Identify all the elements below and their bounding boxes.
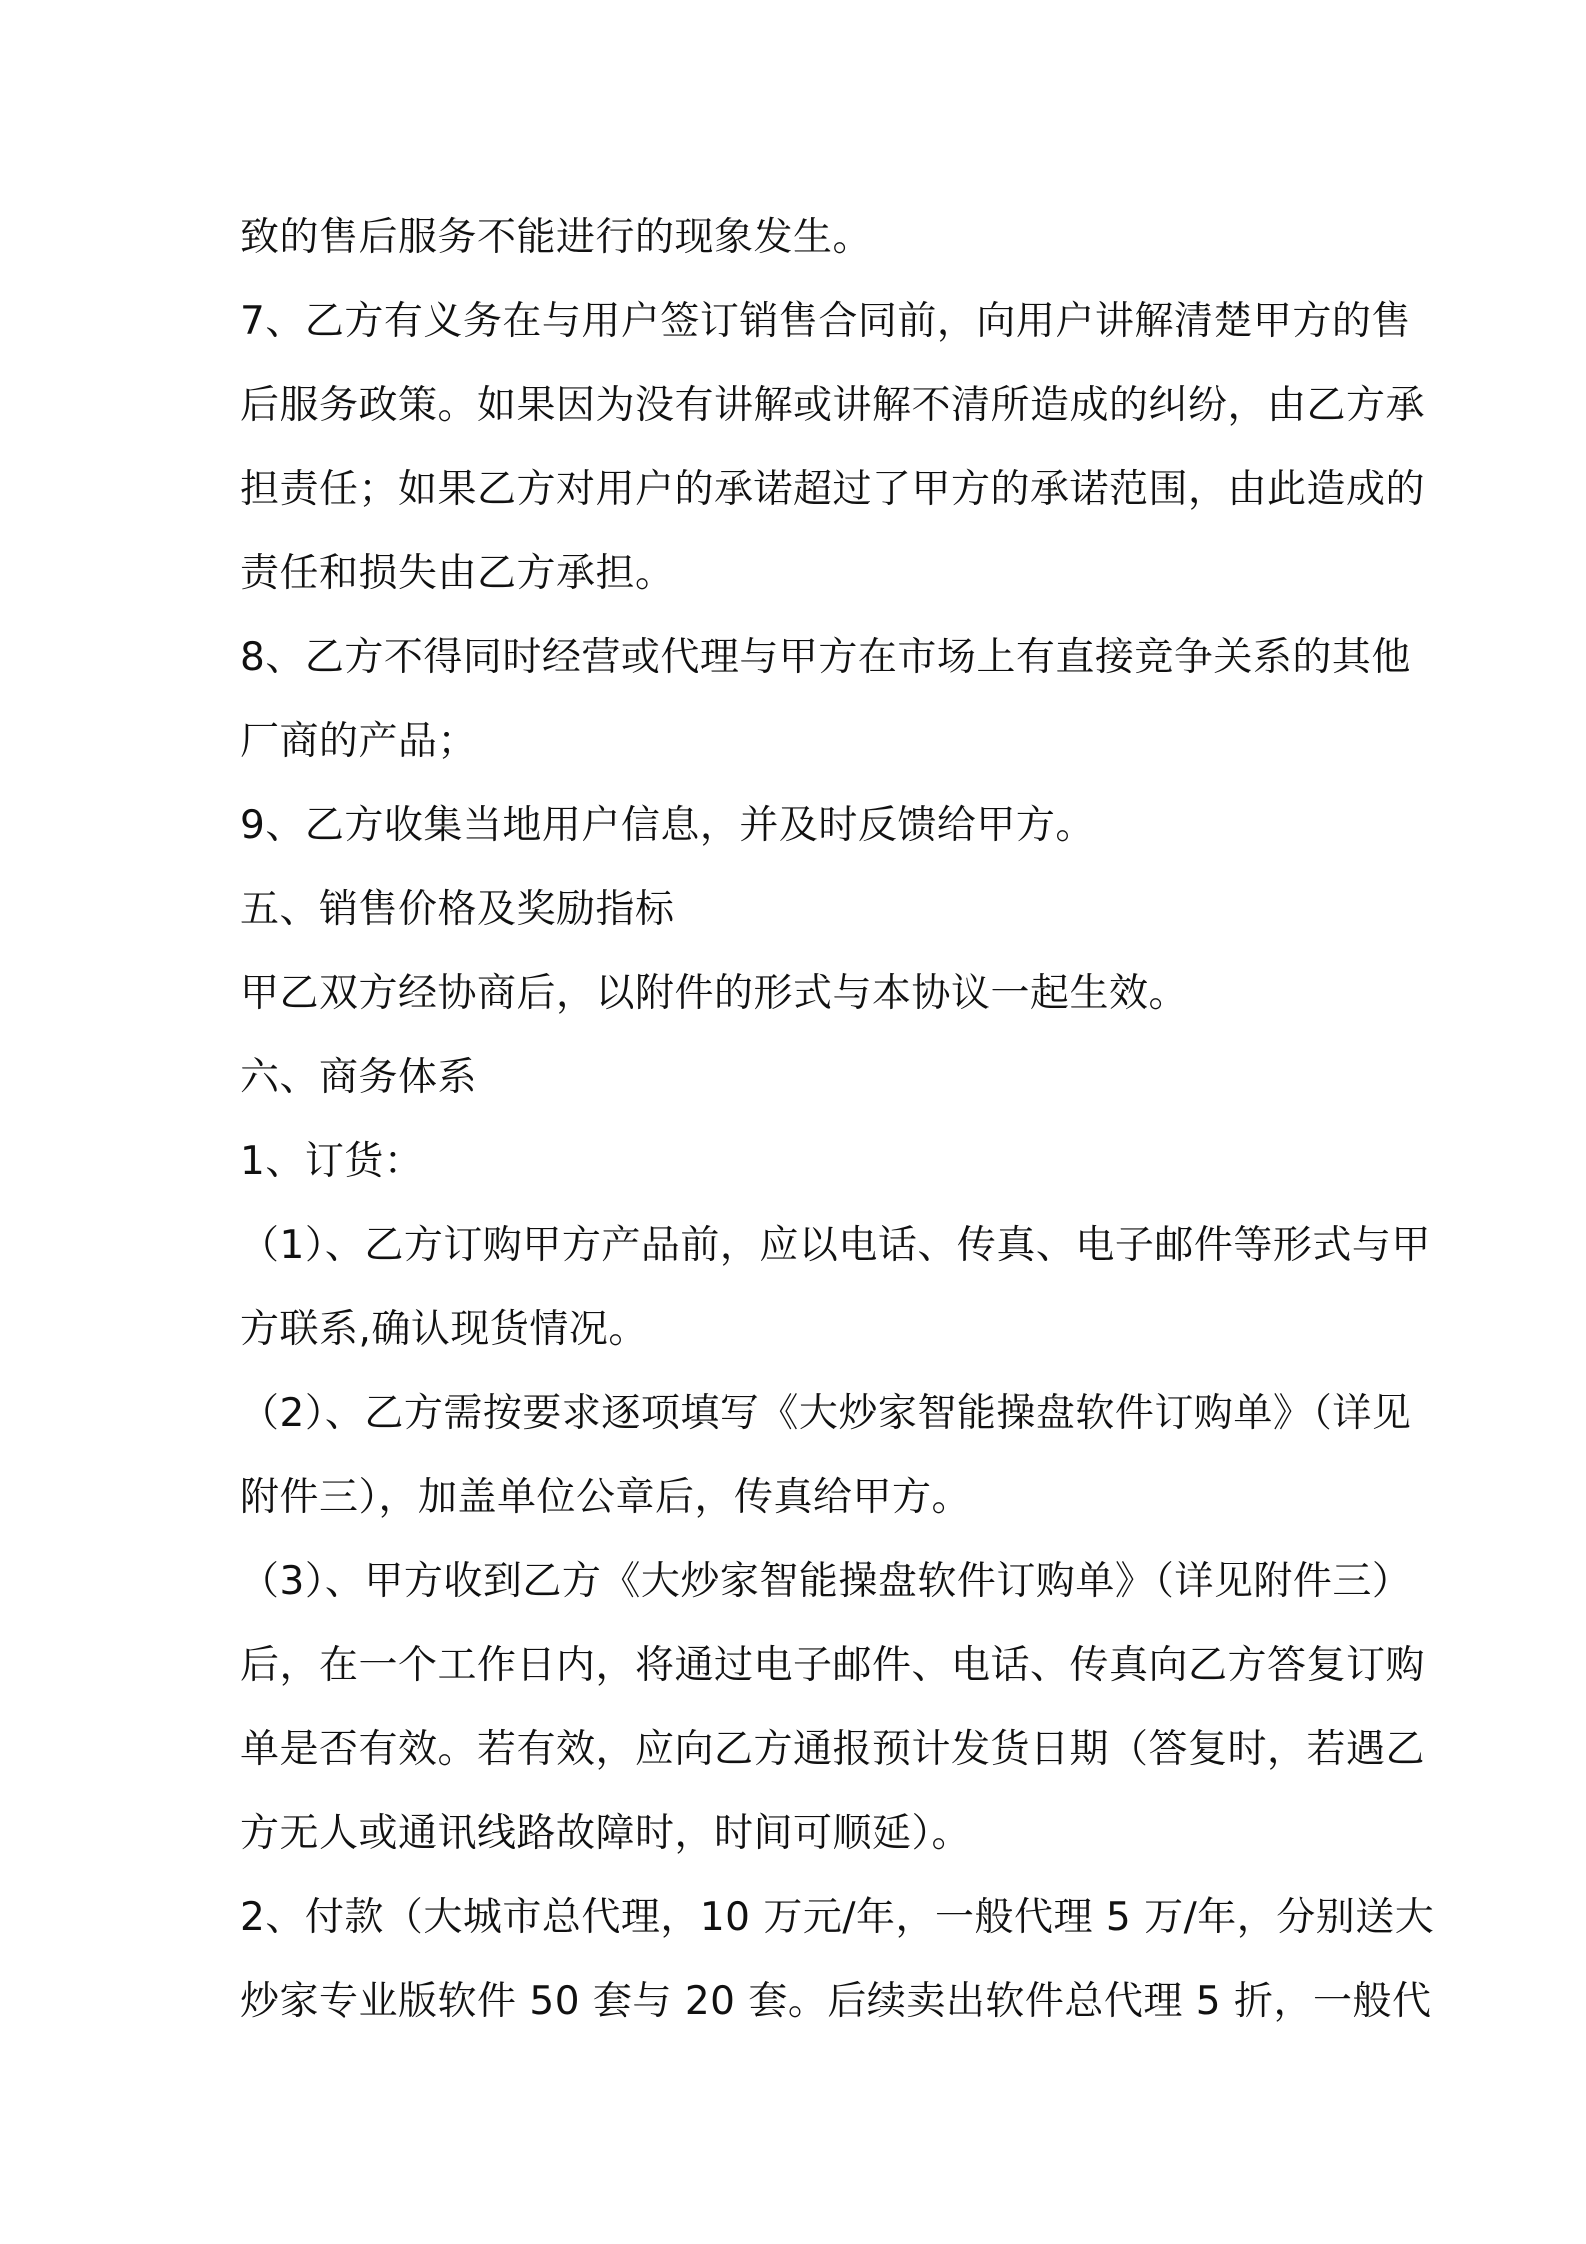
text-line: 甲乙双方经协商后，以附件的形式与本协议一起生效。: [240, 971, 1189, 1016]
text-line: 方联系,确认现货情况。: [240, 1307, 648, 1352]
text-line: 方无人或通讯线路故障时，时间可顺延）。: [240, 1811, 972, 1856]
subsection-heading: 1、订货：: [240, 1139, 424, 1184]
text-line: 9、乙方收集当地用户信息，并及时反馈给甲方。: [240, 803, 1095, 848]
text-line: 责任和损失由乙方承担。: [240, 551, 675, 596]
section-heading: 五、销售价格及奖励指标: [240, 887, 675, 932]
document-body: [240, 196, 1435, 2044]
paragraph-after-sales-end: [240, 196, 1360, 280]
text-line: 担责任；如果乙方对用户的承诺超过了甲方的承诺范围，由此造成的: [240, 467, 1426, 512]
text-line: 后，在一个工作日内，将通过电子邮件、电话、传真向乙方答复订购: [240, 1643, 1426, 1688]
text-line: 7、乙方有义务在与用户签订销售合同前，向用户讲解清楚甲方的售: [240, 299, 1411, 344]
clause-7: [240, 280, 1426, 616]
ordering-item-3: [240, 1540, 1426, 1876]
clause-8: [240, 616, 1411, 784]
text-line: 2、付款（大城市总代理，10 万元/年，一般代理 5 万/年，分别送大: [240, 1895, 1435, 1940]
text-line: 单是否有效。若有效，应向乙方通报预计发货日期（答复时，若遇乙: [240, 1727, 1426, 1772]
text-line: （2）、乙方需按要求逐项填写《大炒家智能操盘软件订购单》（详见: [240, 1391, 1412, 1436]
text-line: 8、乙方不得同时经营或代理与甲方在市场上有直接竞争关系的其他: [240, 635, 1411, 680]
text-line: 厂商的产品；: [240, 719, 478, 764]
ordering-item-2: [240, 1372, 1412, 1540]
section-heading: 六、商务体系: [240, 1055, 478, 1100]
section-5-heading: [240, 868, 1360, 952]
section-6-heading: [240, 1036, 1360, 1120]
text-line: 炒家专业版软件 50 套与 20 套。后续卖出软件总代理 5 折，一般代: [240, 1979, 1432, 2024]
text-line: （1）、乙方订购甲方产品前，应以电话、传真、电子邮件等形式与甲: [240, 1223, 1431, 1268]
text-line: 后服务政策。如果因为没有讲解或讲解不清所造成的纠纷，由乙方承: [240, 383, 1426, 428]
subsection-ordering-heading: [240, 1120, 1360, 1204]
ordering-item-1: [240, 1204, 1431, 1372]
section-5-body: [240, 952, 1360, 1036]
subsection-payment: [240, 1876, 1435, 2044]
text-line: 附件三），加盖单位公章后，传真给甲方。: [240, 1475, 972, 1520]
text-line: （3）、甲方收到乙方《大炒家智能操盘软件订购单》（详见附件三）: [240, 1559, 1412, 1604]
clause-9: [240, 784, 1360, 868]
text-line: 致的售后服务不能进行的现象发生。: [240, 215, 873, 260]
